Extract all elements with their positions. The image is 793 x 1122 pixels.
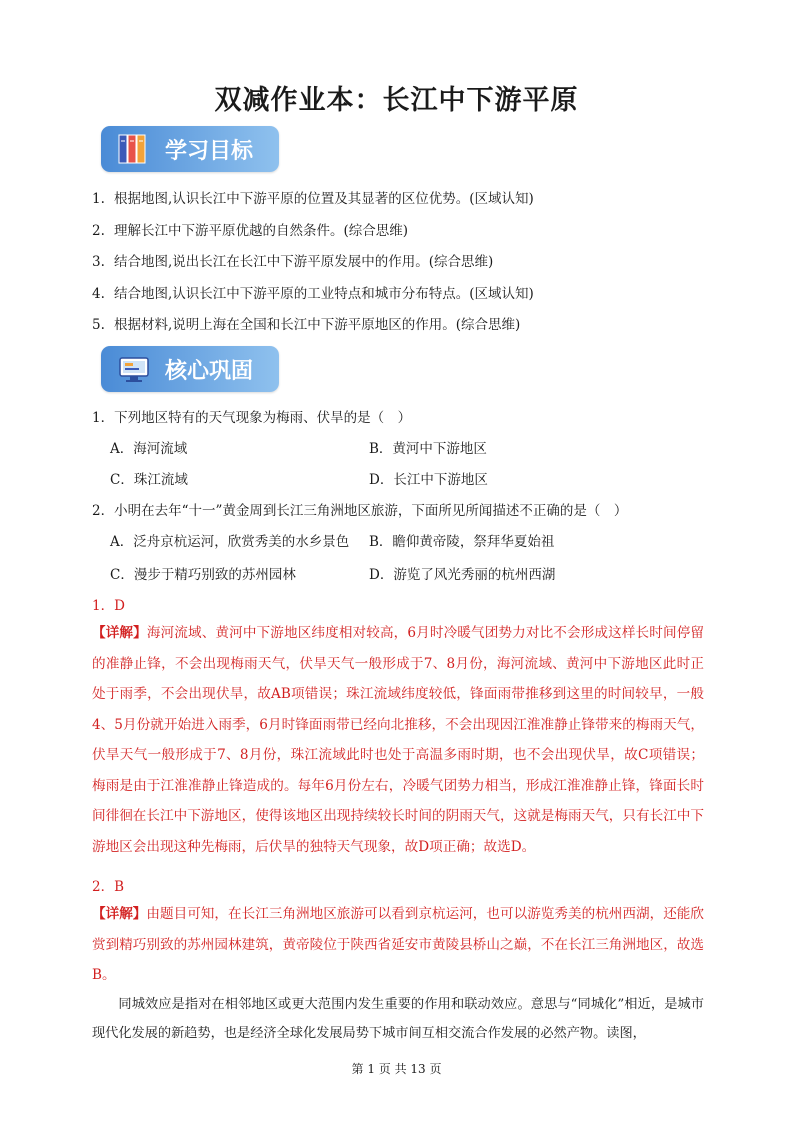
- section-header-core-review: [101, 346, 279, 392]
- question-stem: 2．小明在去年“十一”黄金周到长江三角洲地区旅游，下面所见所闻描述不正确的是（ ）: [92, 503, 628, 519]
- question-stem: 1．下列地区特有的天气现象为梅雨、伏旱的是（ ）: [92, 410, 412, 426]
- answer-explanation: [92, 618, 704, 862]
- question-option: D．游览了风光秀丽的杭州西湖: [369, 567, 556, 583]
- reading-passage: 同城效应是指对在相邻地区或更大范围内发生重要的作用和联动效应。意思与“同城化”相近，是城市现代化发展的新趋势，也是经济全球化发展局势下城市间互相交流合作发展的必然产物。读图，: [92, 997, 704, 1041]
- section-label: 学习目标: [165, 139, 254, 164]
- computer-icon: [117, 352, 151, 386]
- section-header-learning-goals: [101, 126, 279, 172]
- answer-label: 2．B: [92, 879, 125, 895]
- question-option: C．珠江流域: [110, 472, 188, 488]
- answer-explanation: [92, 899, 704, 991]
- question-option: B．瞻仰黄帝陵，祭拜华夏始祖: [369, 534, 555, 550]
- detail-tag: 【详解】: [92, 625, 147, 641]
- question-option: B．黄河中下游地区: [369, 441, 487, 457]
- list-item: 2. 理解长江中下游平原优越的自然条件。(综合思维): [92, 223, 409, 239]
- list-item: 1. 根据地图,认识长江中下游平原的位置及其显著的区位优势。(区域认知): [92, 191, 534, 207]
- page-footer: 第 1 页 共 13 页: [351, 1062, 442, 1076]
- detail-tag: 【详解】: [92, 906, 147, 922]
- question-option: A．海河流域: [110, 441, 188, 457]
- list-item: 3. 结合地图,说出长江在长江中下游平原发展中的作用。(综合思维): [92, 254, 494, 270]
- page-title: 双减作业本：长江中下游平原: [214, 85, 579, 116]
- question-option: A．泛舟京杭运河，欣赏秀美的水乡景色: [110, 534, 350, 550]
- question-option: C．漫步于精巧别致的苏州园林: [110, 567, 296, 583]
- list-item: 4. 结合地图,认识长江中下游平原的工业特点和城市分布特点。(区域认知): [92, 286, 534, 302]
- answer-label: 1．D: [92, 598, 125, 614]
- detail-text: 海河流域、黄河中下游地区纬度相对较高，6月时冷暖气团势力对比不会形成这样长时间停留的准静止锋，不会出现梅雨天气，伏旱天气一般形成于7、8月份，海河流域、黄河中下游地区此时正处于雨季，不会出现伏旱，故AB项错误；珠江流域纬度较低，锋面雨带推移到这里的时间较早，一般4、5月份就开始进入雨季，6月时锋面雨带已经向北推移，不会出现因江淮准静止锋带来的梅雨天气，伏旱天气一般形成于7、8月份，珠江流域此时也处于高温多雨时期，也不会出现伏旱，故C项错误；梅雨是由于江淮准静止锋造成的。每年6月份左右，冷暖气团势力相当，形成江淮准静止锋，锋面长时间徘徊在长江中下游地区，使得该地区出现持续较长时间的阴雨天气，这就是梅雨天气，只有长江中下游地区会出现这种先梅雨，后伏旱的独特天气现象，故D项正确；故选D。: [92, 625, 704, 855]
- question-option: D．长江中下游地区: [369, 472, 488, 488]
- books-icon: [117, 132, 151, 166]
- section-label: 核心巩固: [165, 359, 254, 384]
- detail-text: 由题目可知，在长江三角洲地区旅游可以看到京杭运河，也可以游览秀美的杭州西湖，还能欣赏到精巧别致的苏州园林建筑，黄帝陵位于陕西省延安市黄陵县桥山之巅，不在长江三角洲地区，故选B。: [92, 906, 705, 983]
- list-item: 5. 根据材料,说明上海在全国和长江中下游平原地区的作用。(综合思维): [92, 317, 521, 333]
